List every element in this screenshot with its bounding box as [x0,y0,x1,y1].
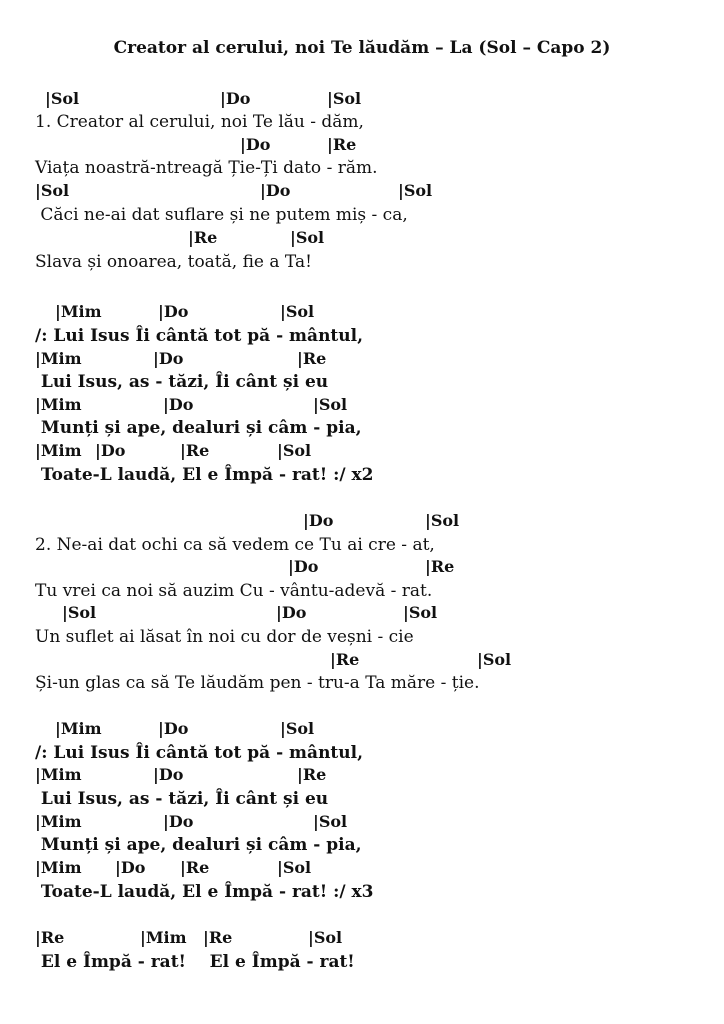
lyric-line: Toate-L laudă, El e Împă - rat! :/ x3 [35,882,374,902]
chord-label: |Sol [313,395,348,414]
lyric-line: Munți și ape, dealuri și câm - pia, [35,835,362,855]
chord-label: |Re [330,650,360,669]
chord-label: |Re [203,928,233,947]
chord-label: |Mim [35,441,82,460]
chord-label: |Do [276,603,307,622]
lyric-line: El e Împă - rat! El e Împă - rat! [35,952,355,972]
chord-label: |Sol [327,89,362,108]
chord-label: |Mim [35,349,82,368]
chord-label: |Sol [425,511,460,530]
chord-label: |Sol [280,302,315,321]
lyric-line: Lui Isus, as - tăzi, Îi cânt și eu [35,372,329,392]
lyric-line: /: Lui Isus Îi cântă tot pă - mântul, [35,326,364,346]
lyric-line: Tu vrei ca noi să auzim Cu - vântu-adevă - rat. [35,581,433,601]
chord-label: |Mim [140,928,187,947]
chord-label: |Re [425,557,455,576]
chord-label: |Re [327,135,357,154]
chord-label: |Sol [35,181,70,200]
lyric-line: Toate-L laudă, El e Împă - rat! :/ x2 [35,465,374,485]
chord-label: |Do [95,441,126,460]
chord-label: |Do [163,812,194,831]
chord-label: |Sol [45,89,80,108]
chord-label: |Mim [55,302,102,321]
chord-label: |Mim [35,765,82,784]
chord-label: |Sol [403,603,438,622]
chord-label: |Re [297,349,327,368]
chord-label: |Mim [55,719,102,738]
chord-label: |Do [260,181,291,200]
lyric-line: 1. Creator al cerului, noi Te lău - dăm, [35,112,364,132]
song-title: Creator al cerului, noi Te lăudăm – La (Sol – Capo 2) [113,38,611,58]
chord-label: |Mim [35,812,82,831]
chord-label: |Mim [35,858,82,877]
lyric-line: Viața noastră-ntreagă Ție-Ți dato - răm. [35,158,378,178]
chord-label: |Sol [62,603,97,622]
lyric-line: Slava și onoarea, toată, fie a Ta! [35,252,312,272]
chord-label: |Do [220,89,251,108]
chord-label: |Do [115,858,146,877]
chord-label: |Re [180,441,210,460]
lyric-line: /: Lui Isus Îi cântă tot pă - mântul, [35,743,364,763]
chord-label: |Re [297,765,327,784]
chord-label: |Do [158,302,189,321]
chord-label: |Sol [290,228,325,247]
chord-label: |Sol [280,719,315,738]
chord-label: |Sol [477,650,512,669]
lyric-line: Lui Isus, as - tăzi, Îi cânt și eu [35,789,329,809]
lyric-line: Munți și ape, dealuri și câm - pia, [35,418,362,438]
chord-label: |Do [153,349,184,368]
chord-label: |Sol [277,858,312,877]
chord-label: |Do [303,511,334,530]
chord-label: |Sol [277,441,312,460]
lyric-line: Căci ne-ai dat suflare și ne putem miș - ca, [35,205,408,225]
chord-label: |Do [240,135,271,154]
lyric-line: Un suflet ai lăsat în noi cu dor de veșni - cie [35,627,414,647]
chord-label: |Sol [398,181,433,200]
chord-label: |Sol [308,928,343,947]
chord-label: |Do [163,395,194,414]
lyric-line: 2. Ne-ai dat ochi ca să vedem ce Tu ai cre - at, [35,535,435,555]
chord-label: |Re [35,928,65,947]
chord-label: |Mim [35,395,82,414]
chord-label: |Do [158,719,189,738]
lyric-line: Și-un glas ca să Te lăudăm pen - tru-a Ta măre - ție. [35,673,480,693]
chord-label: |Re [188,228,218,247]
chord-label: |Re [180,858,210,877]
chord-label: |Sol [313,812,348,831]
chord-label: |Do [153,765,184,784]
chord-label: |Do [288,557,319,576]
